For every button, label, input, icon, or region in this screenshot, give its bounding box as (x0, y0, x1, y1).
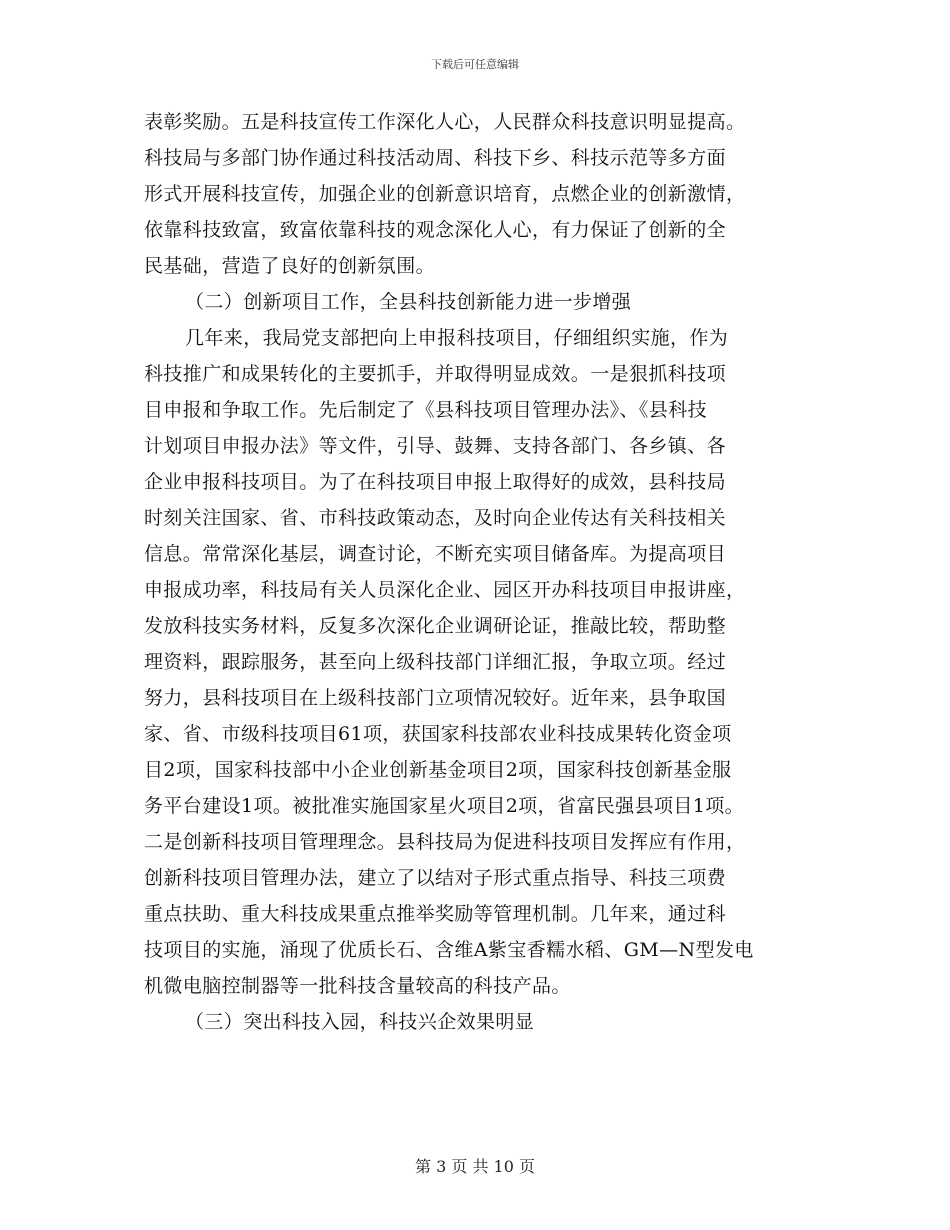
text-line: 科技局与多部门协作通过科技活动周、科技下乡、科技示范等多方面 (144, 147, 727, 169)
text-line: 理资料，跟踪服务，甚至向上级科技部门详细汇报，争取立项。经过 (144, 651, 727, 673)
text-line: 创新科技项目管理办法，建立了以结对子形式重点指导、科技三项费 (144, 867, 727, 889)
text-line: 家、省、市级科技项目61项，获国家科技部农业科技成果转化资金项 (144, 723, 732, 745)
page-header: 下载后可任意编辑 (431, 58, 519, 71)
text-line: 机微电脑控制器等一批科技含量较高的科技产品。 (144, 975, 571, 997)
text-line: 信息。常常深化基层，调查讨论，不断充实项目储备库。为提高项目 (144, 543, 727, 565)
text-line: 民基础，营造了良好的创新氛围。 (144, 255, 436, 277)
text-line: 时刻关注国家、省、市科技政策动态，及时向企业传达有关科技相关 (144, 507, 727, 529)
section-heading-3: （三）突出科技入园，科技兴企效果明显 (185, 1011, 535, 1033)
text-line: 目2项，国家科技部中小企业创新基金项目2项，国家科技创新基金服 (144, 759, 732, 781)
text-line: 形式开展科技宣传，加强企业的创新意识培育，点燃企业的创新激情， (144, 183, 746, 205)
text-line: 计划项目申报办法》等文件，引导、鼓舞、支持各部门、各乡镇、各 (144, 435, 727, 457)
page-footer: 第 3 页 共 10 页 (415, 1157, 535, 1176)
section-heading-2: （二）创新项目工作，全县科技创新能力进一步增强 (185, 291, 632, 313)
text-line: 申报成功率，科技局有关人员深化企业、园区开办科技项目申报讲座， (144, 579, 746, 601)
text-line: 依靠科技致富，致富依靠科技的观念深化人心，有力保证了创新的全 (144, 219, 727, 241)
text-line: 务平台建设1项。被批准实施国家星火项目2项，省富民强县项目1项。 (144, 795, 745, 817)
text-line: 二是创新科技项目管理理念。县科技局为促进科技项目发挥应有作用， (144, 831, 746, 853)
text-line: 科技推广和成果转化的主要抓手，并取得明显成效。一是狠抓科技项 (144, 363, 727, 385)
text-line: 目申报和争取工作。先后制定了《县科技项目管理办法》、《县科技 (144, 399, 708, 421)
text-line: 表彰奖励。五是科技宣传工作深化人心，人民群众科技意识明显提高。 (144, 111, 746, 133)
text-line: 发放科技实务材料，反复多次深化企业调研论证，推敲比较，帮助整 (144, 615, 727, 637)
text-line: 企业申报科技项目。为了在科技项目申报上取得好的成效，县科技局 (144, 471, 727, 493)
body-text (144, 104, 834, 1040)
text-line: 努力，县科技项目在上级科技部门立项情况较好。近年来，县争取国 (144, 687, 727, 709)
paragraph-start: 几年来，我局党支部把向上申报科技项目，仔细组织实施，作为 (185, 327, 729, 349)
text-line: 技项目的实施，涌现了优质长石、含维A紫宝香糯水稻、GM—N型发电 (144, 939, 754, 961)
text-line: 重点扶助、重大科技成果重点推举奖励等管理机制。几年来，通过科 (144, 903, 727, 925)
